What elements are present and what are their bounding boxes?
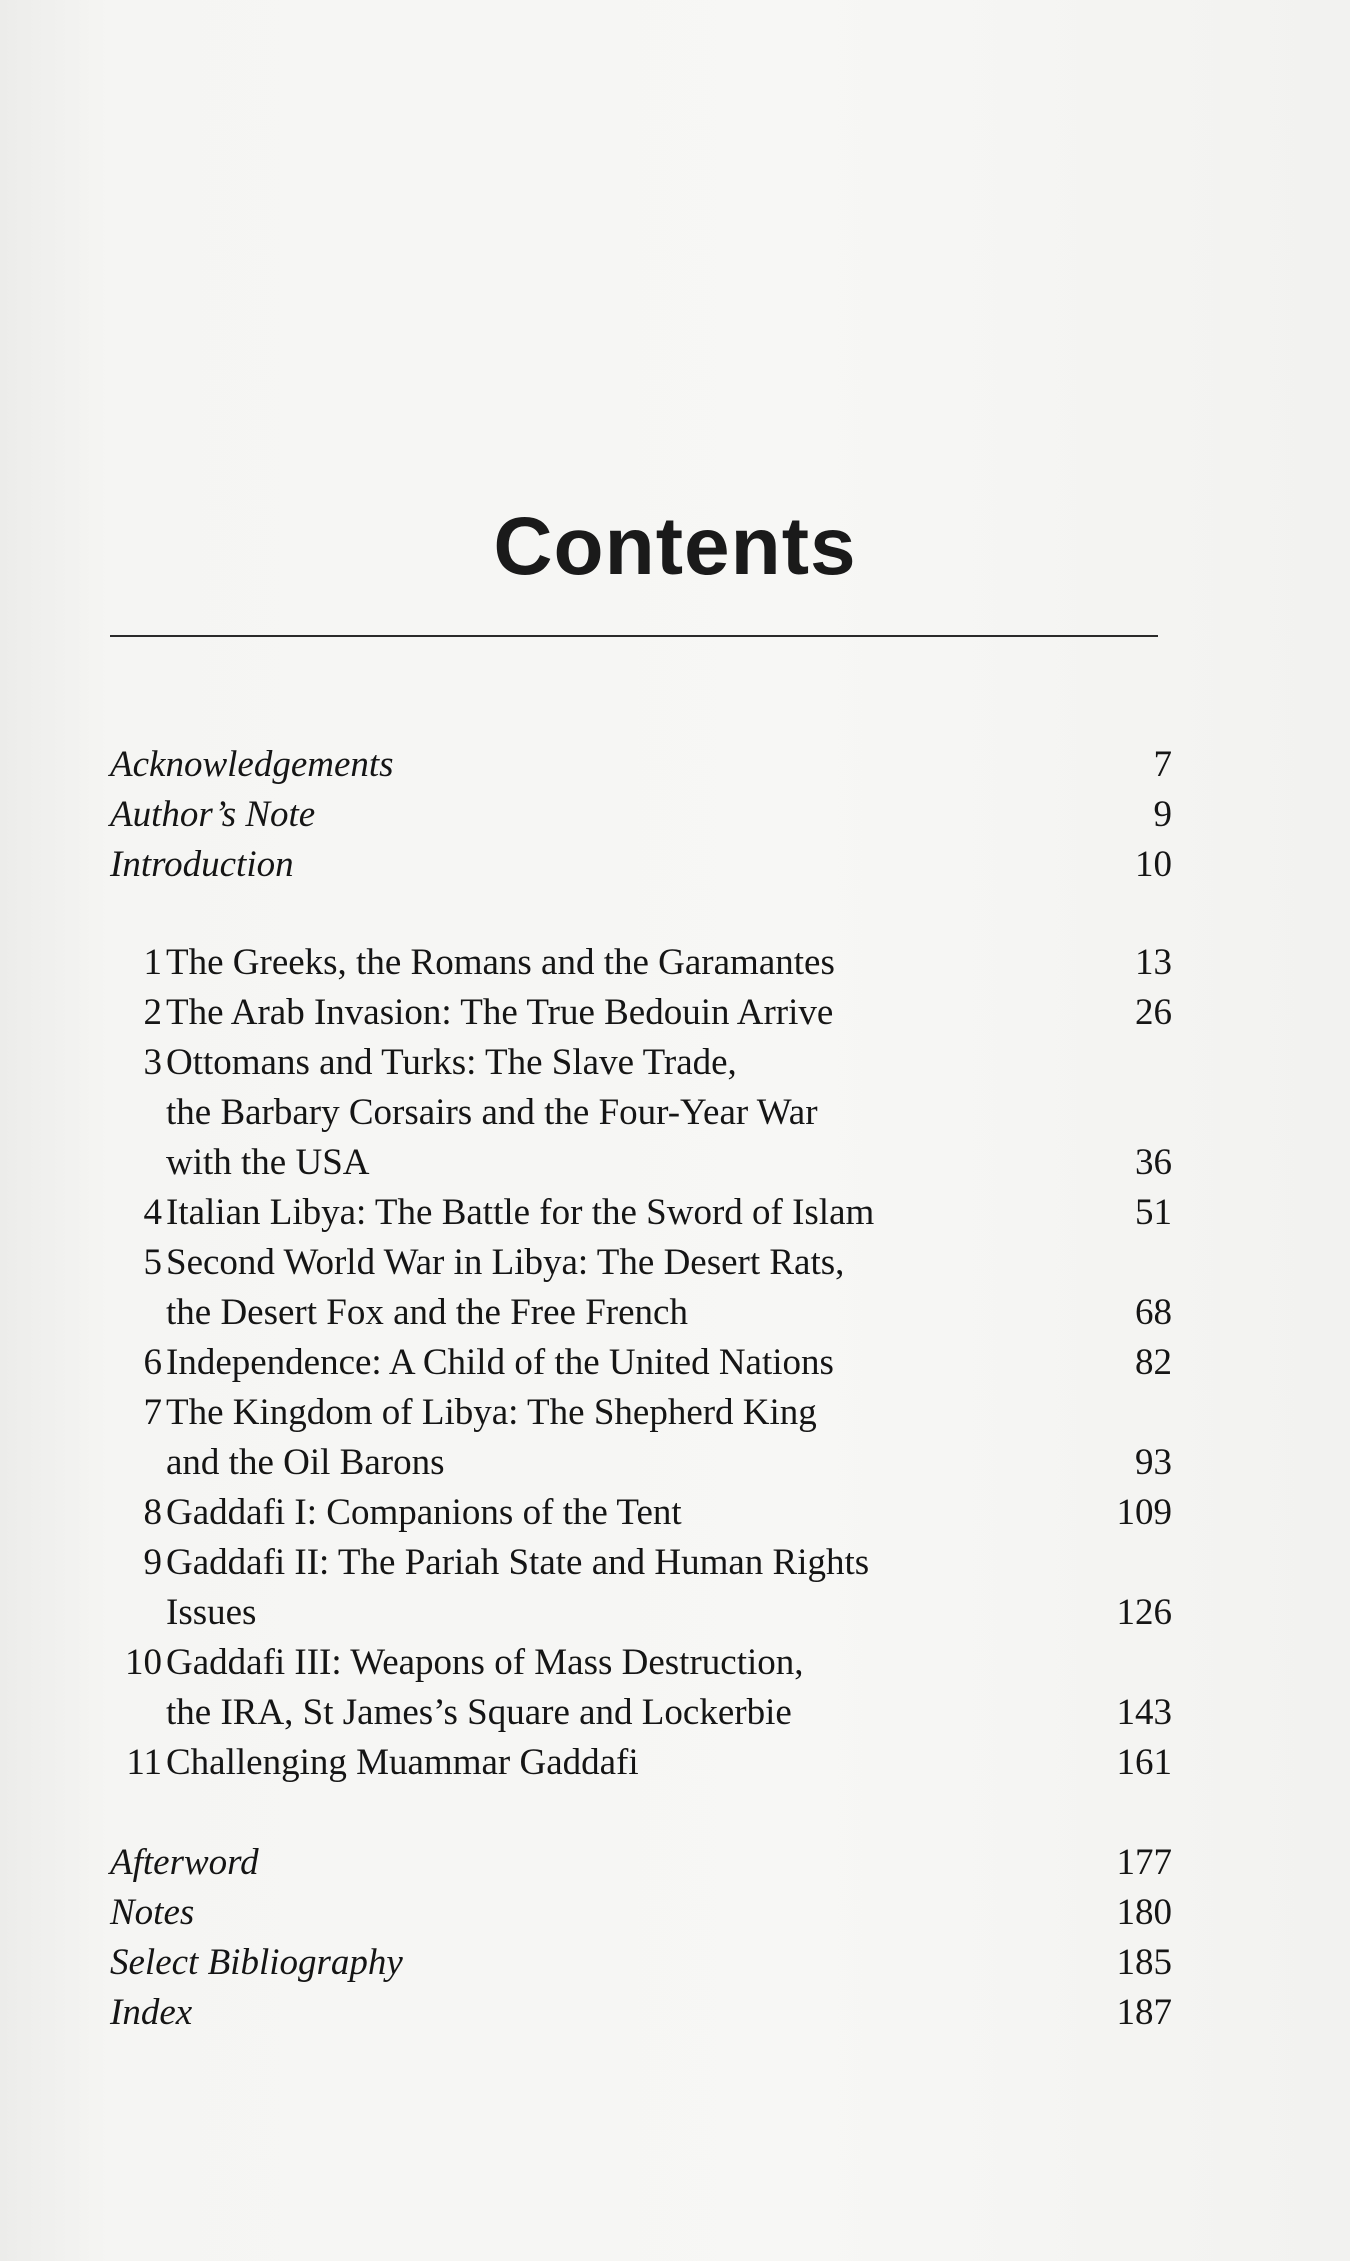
toc-entry-page: 10: [1135, 844, 1172, 885]
chapter-entry[interactable]: [110, 1088, 1172, 1138]
toc-entry[interactable]: [110, 840, 1172, 890]
chapter-page: 13: [1135, 942, 1172, 983]
chapter-entry[interactable]: [110, 1388, 1172, 1438]
chapter-number: 8: [143, 1492, 162, 1533]
chapter-title-line: the IRA, St James’s Square and Lockerbie: [166, 1692, 792, 1733]
chapter-number: 2: [143, 992, 162, 1033]
chapter-title-line: The Kingdom of Libya: The Shepherd King: [166, 1392, 817, 1433]
toc-entry-label: Notes: [110, 1892, 195, 1933]
chapter-page: 109: [1116, 1492, 1172, 1533]
chapter-entry[interactable]: [110, 1688, 1172, 1738]
chapter-title-line: the Desert Fox and the Free French: [166, 1292, 688, 1333]
toc-entry-page: 9: [1153, 794, 1172, 835]
toc-entry-label: Author’s Note: [110, 794, 316, 835]
chapter-entry[interactable]: [110, 1138, 1172, 1188]
chapter-entry[interactable]: [110, 988, 1172, 1038]
chapter-title-line: The Greeks, the Romans and the Garamantes: [166, 942, 835, 983]
chapter-title-line: Italian Libya: The Battle for the Sword of Islam: [166, 1192, 875, 1233]
chapter-number: 5: [143, 1242, 162, 1283]
chapter-entry[interactable]: [110, 1438, 1172, 1488]
chapter-number: 6: [143, 1342, 162, 1383]
toc-entry[interactable]: [110, 1838, 1172, 1888]
toc-entry[interactable]: [110, 1938, 1172, 1988]
chapter-title-line: Issues: [166, 1592, 257, 1633]
chapter-number: 9: [143, 1542, 162, 1583]
chapter-title-line: Gaddafi II: The Pariah State and Human Rights: [166, 1542, 870, 1583]
chapter-title-line: with the USA: [166, 1142, 370, 1183]
chapter-entry[interactable]: [110, 938, 1172, 988]
toc-entry-label: Introduction: [110, 844, 294, 885]
toc-entry-label: Afterword: [110, 1842, 259, 1883]
chapter-page: 82: [1135, 1342, 1172, 1383]
chapter-entry[interactable]: [110, 1638, 1172, 1688]
toc-entry-label: Index: [110, 1992, 193, 2033]
toc-entry[interactable]: [110, 1888, 1172, 1938]
chapter-title-line: Challenging Muammar Gaddafi: [166, 1742, 639, 1783]
chapter-title-line: Independence: A Child of the United Nations: [166, 1342, 834, 1383]
chapter-title-line: and the Oil Barons: [166, 1442, 445, 1483]
chapter-entry[interactable]: [110, 1738, 1172, 1788]
chapter-entry[interactable]: [110, 1238, 1172, 1288]
chapter-number: 4: [143, 1192, 162, 1233]
chapter-title-line: The Arab Invasion: The True Bedouin Arrive: [166, 992, 834, 1033]
toc-entry-page: 180: [1116, 1892, 1172, 1933]
chapter-number: 3: [143, 1042, 162, 1083]
toc-entry[interactable]: [110, 740, 1172, 790]
toc-entry-label: Select Bibliography: [110, 1942, 403, 1983]
toc-entry[interactable]: [110, 1988, 1172, 2038]
toc-entry-page: 177: [1116, 1842, 1172, 1883]
chapter-title-line: Gaddafi III: Weapons of Mass Destruction,: [166, 1642, 804, 1683]
chapter-title-line: the Barbary Corsairs and the Four-Year War: [166, 1092, 818, 1133]
chapter-page: 161: [1116, 1742, 1172, 1783]
chapter-entry[interactable]: [110, 1488, 1172, 1538]
toc-entry-page: 185: [1116, 1942, 1172, 1983]
chapter-entry[interactable]: [110, 1538, 1172, 1588]
chapter-page: 26: [1135, 992, 1172, 1033]
chapter-number: 1: [143, 942, 162, 983]
chapter-page: 68: [1135, 1292, 1172, 1333]
toc-entry-page: 187: [1116, 1992, 1172, 2033]
chapter-page: 51: [1135, 1192, 1172, 1233]
chapter-entry[interactable]: [110, 1038, 1172, 1088]
chapter-title-line: Gaddafi I: Companions of the Tent: [166, 1492, 682, 1533]
chapter-title-line: Ottomans and Turks: The Slave Trade,: [166, 1042, 737, 1083]
chapter-number: 10: [125, 1642, 162, 1683]
chapter-page: 93: [1135, 1442, 1172, 1483]
chapter-page: 36: [1135, 1142, 1172, 1183]
chapter-title-line: Second World War in Libya: The Desert Rats,: [166, 1242, 845, 1283]
page-title: Contents: [493, 501, 857, 592]
chapter-entry[interactable]: [110, 1288, 1172, 1338]
toc-entry-page: 7: [1153, 744, 1172, 785]
toc-entry-label: Acknowledgements: [110, 744, 394, 785]
toc-entry[interactable]: [110, 790, 1172, 840]
chapter-page: 126: [1116, 1592, 1172, 1633]
chapter-page: 143: [1116, 1692, 1172, 1733]
chapter-number: 11: [126, 1742, 162, 1783]
chapter-entry[interactable]: [110, 1188, 1172, 1238]
chapter-number: 7: [143, 1392, 162, 1433]
chapter-entry[interactable]: [110, 1588, 1172, 1638]
chapter-entry[interactable]: [110, 1338, 1172, 1388]
